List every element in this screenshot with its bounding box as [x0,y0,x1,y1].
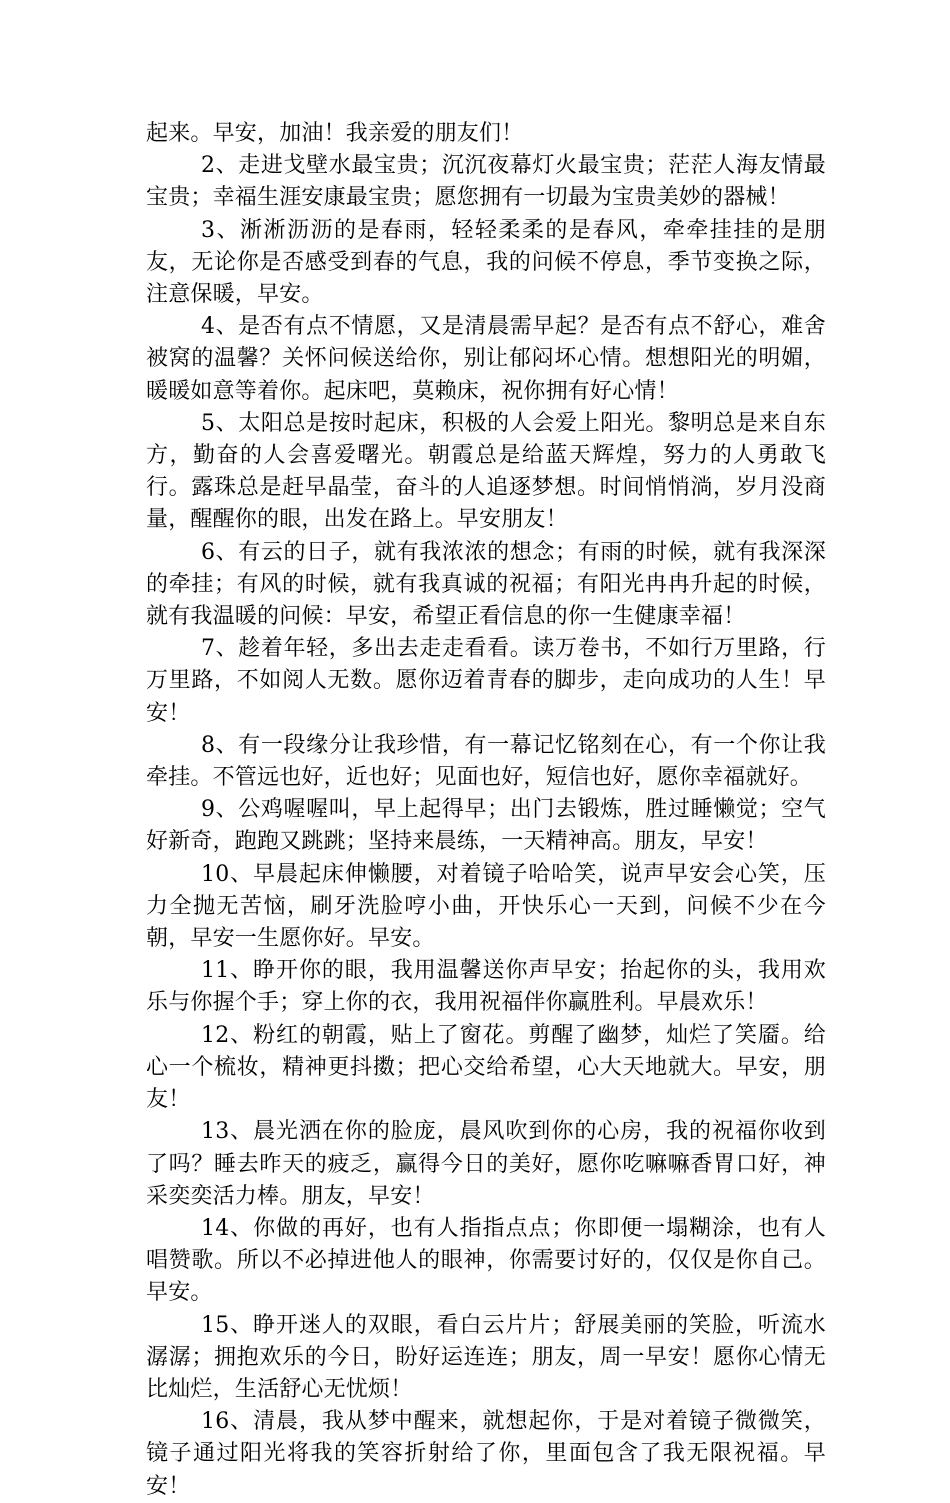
paragraph-14: 14、你做的再好，也有人指指点点；你即便一塌糊涂，也有人唱赞歌。所以不必掉进他人的眼神，你需要讨好的，仅仅是你自己。早安。 [146,1215,826,1306]
paragraph-3: 3、淅淅沥沥的是春雨，轻轻柔柔的是春风，牵牵挂挂的是朋友，无论你是否感受到春的气息，我的问候不停息，季节变换之际，注意保暖，早安。 [146,217,826,308]
paragraph-5: 5、太阳总是按时起床，积极的人会爱上阳光。黎明总是来自东方，勤奋的人会喜爱曙光。朝霞总是给蓝天辉煌，努力的人勇敢飞行。露珠总是赶早晶莹，奋斗的人追逐梦想。时间悄悄淌，岁月没商量，醒醒你的眼，出发在路上。早安朋友！ [146,410,826,533]
paragraph-15: 15、睁开迷人的双眼，看白云片片；舒展美丽的笑脸，听流水潺潺；拥抱欢乐的今日，盼好运连连；朋友，周一早安！愿你心情无比灿烂，生活舒心无忧烦！ [146,1312,826,1402]
paragraph-8: 8、有一段缘分让我珍惜，有一幕记忆铭刻在心，有一个你让我牵挂。不管远也好，近也好；见面也好，短信也好，愿你幸福就好。 [146,732,826,791]
paragraph-7: 7、趁着年轻，多出去走走看看。读万卷书，不如行万里路，行万里路，不如阅人无数。愿你迈着青春的脚步，走向成功的人生！早安！ [146,636,826,726]
paragraph-4: 4、是否有点不情愿，又是清晨需早起？是否有点不舒心，难舍被窝的温馨？关怀问候送给你，别让郁闷坏心情。想想阳光的明媚，暖暖如意等着你。起床吧，莫赖床，祝你拥有好心情！ [146,314,826,404]
paragraph-12: 12、粉红的朝霞，贴上了窗花。剪醒了幽梦，灿烂了笑靥。给心一个梳妆，精神更抖擞；把心交给希望，心大天地就大。早安，朋友！ [146,1022,826,1113]
document-body [146,118,826,1503]
paragraph-1-continuation: 起来。早安，加油！我亲爱的朋友们！ [146,121,524,146]
paragraph-13: 13、晨光洒在你的脸庞，晨风吹到你的心房，我的祝福你收到了吗？睡去昨天的疲乏，赢得今日的美好，愿你吃嘛嘛香胃口好，神采奕奕活力棒。朋友，早安！ [146,1119,826,1209]
paragraph-9: 9、公鸡喔喔叫，早上起得早；出门去锻炼，胜过睡懒觉；空气好新奇，跑跑又跳跳；坚持来晨练，一天精神高。朋友，早安！ [146,797,826,855]
paragraph-11: 11、睁开你的眼，我用温馨送你声早安；抬起你的头，我用欢乐与你握个手；穿上你的衣，我用祝福伴你赢胜利。早晨欢乐！ [146,958,826,1016]
paragraph-16: 16、清晨，我从梦中醒来，就想起你，于是对着镜子微微笑，镜子通过阳光将我的笑容折射给了你，里面包含了我无限祝福。早安！ [146,1409,826,1499]
paragraph-10: 10、早晨起床伸懒腰，对着镜子哈哈笑，说声早安会心笑，压力全抛无苦恼，刷牙洗脸哼小曲，开快乐心一天到，问候不少在今朝，早安一生愿你好。早安。 [146,861,826,952]
paragraph-6: 6、有云的日子，就有我浓浓的想念；有雨的时候，就有我深深的牵挂；有风的时候，就有我真诚的祝福；有阳光冉冉升起的时候，就有我温暖的问候：早安，希望正看信息的你一生健康幸福！ [146,539,826,630]
paragraph-2: 2、走进戈壁水最宝贵；沉沉夜幕灯火最宝贵；茫茫人海友情最宝贵；幸福生涯安康最宝贵；愿您拥有一切最为宝贵美妙的器械！ [146,153,826,211]
